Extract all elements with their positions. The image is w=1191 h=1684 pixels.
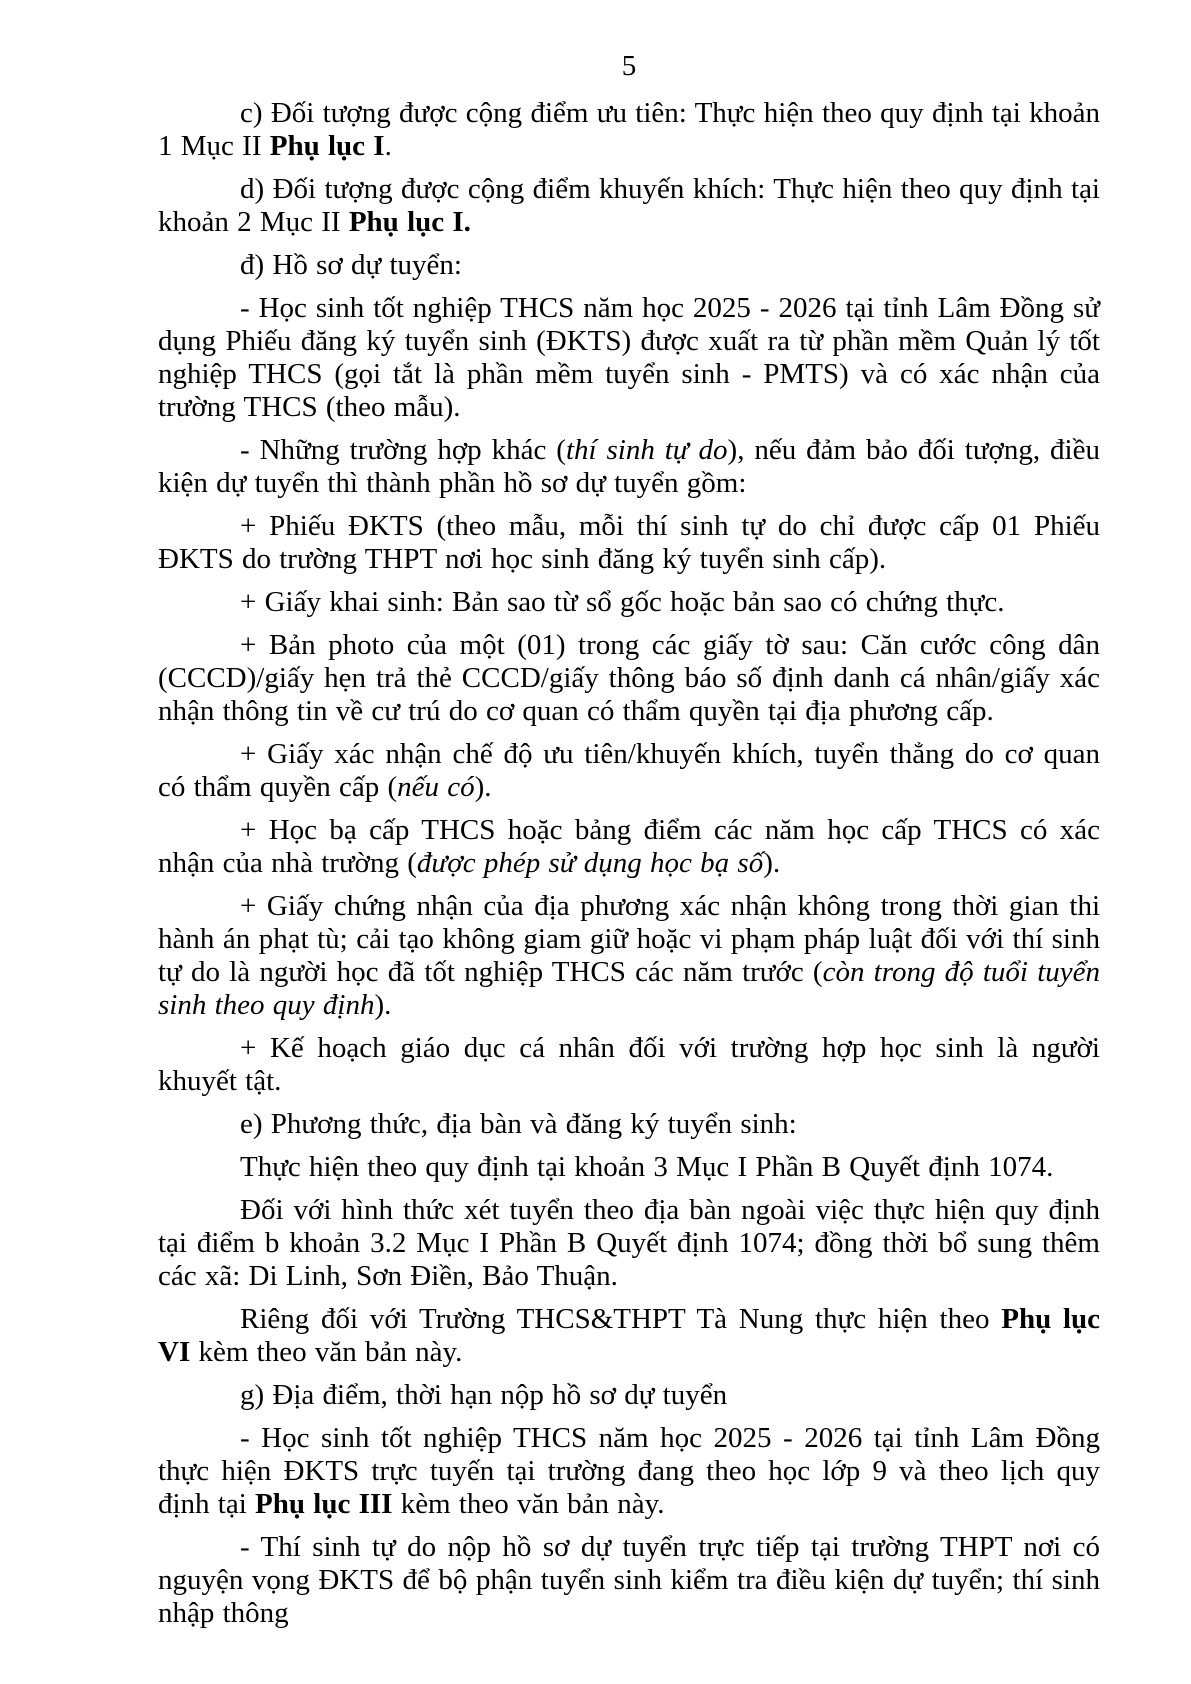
text-run: Thực hiện theo quy định tại khoản 3 Mục I Phần B Quyết định 1074. (240, 1151, 1054, 1183)
text-run: + Kế hoạch giáo dục cá nhân đối với trường hợp học sinh là người khuyết tật. (158, 1032, 1100, 1097)
paragraph (158, 1032, 1100, 1098)
text-run: kèm theo văn bản này. (392, 1488, 665, 1520)
paragraph (158, 1422, 1100, 1521)
text-run: - Học sinh tốt nghiệp THCS năm học 2025 - 2026 tại tỉnh Lâm Đồng thực hiện ĐKTS trực tuyến tại trường đang theo học lớp 9 và theo lịch quy định tại (158, 1422, 1100, 1520)
paragraph (158, 1108, 1100, 1141)
paragraph (158, 738, 1100, 804)
paragraph (158, 434, 1100, 500)
text-run: + Giấy khai sinh: Bản sao từ sổ gốc hoặc bản sao có chứng thực. (240, 586, 1005, 618)
paragraph (158, 814, 1100, 880)
text-run: + Bản photo của một (01) trong các giấy tờ sau: Căn cước công dân (CCCD)/giấy hẹn trả thẻ CCCD/giấy thông báo số định danh cá nhân/giấy xác nhận thông tin về cư trú do cơ quan có thẩm quyền tại địa phương cấp. (158, 629, 1100, 727)
text-run: ), nếu đảm bảo đối tượng, điều kiện dự tuyển thì thành phần hồ sơ dự tuyển gồm: (158, 434, 1100, 499)
bold-text-run: Phụ lục I (269, 130, 385, 162)
paragraph (158, 890, 1100, 1022)
document-body (158, 97, 1100, 1630)
bold-text-run: Phụ lục III (255, 1488, 393, 1520)
text-run: + Học bạ cấp THCS hoặc bảng điểm các năm học cấp THCS có xác nhận của nhà trường ( (158, 814, 1100, 879)
paragraph (158, 586, 1100, 619)
text-run: + Giấy xác nhận chế độ ưu tiên/khuyến khích, tuyển thẳng do cơ quan có thẩm quyền cấp ( (158, 738, 1100, 803)
text-run: đ) Hồ sơ dự tuyển: (240, 249, 462, 281)
italic-text-run: thí sinh tự do (565, 434, 728, 466)
text-run: ). (763, 847, 781, 879)
text-run: . (384, 130, 392, 162)
paragraph (158, 97, 1100, 163)
bold-text-run: Phụ lục I. (348, 206, 471, 238)
text-run: Riêng đối với Trường THCS&THPT Tà Nung thực hiện theo (240, 1303, 1002, 1335)
text-run: d) Đối tượng được cộng điểm khuyến khích: Thực hiện theo quy định tại khoản 2 Mục II (158, 173, 1100, 238)
paragraph (158, 1151, 1100, 1184)
paragraph (158, 1303, 1100, 1369)
text-run: Đối với hình thức xét tuyển theo địa bàn ngoài việc thực hiện quy định tại điểm b khoản 3.2 Mục I Phần B Quyết định 1074; đồng thời bổ sung thêm các xã: Di Linh, Sơn Điền, Bảo Thuận. (158, 1194, 1100, 1292)
text-run: + Giấy chứng nhận của địa phương xác nhận không trong thời gian thi hành án phạt tù; cải tạo không giam giữ hoặc vi phạm pháp luật đối với thí sinh tự do là người học đã tốt nghiệp THCS các năm trước ( (158, 890, 1100, 988)
paragraph (158, 1194, 1100, 1293)
paragraph (158, 1531, 1100, 1630)
text-run: - Thí sinh tự do nộp hồ sơ dự tuyển trực tiếp tại trường THPT nơi có nguyện vọng ĐKTS để bộ phận tuyển sinh kiểm tra điều kiện dự tuyển; thí sinh nhập thông (158, 1531, 1100, 1629)
text-run: ). (374, 989, 392, 1021)
page-number: 5 (621, 50, 637, 82)
text-run: c) Đối tượng được cộng điểm ưu tiên: Thực hiện theo quy định tại khoản 1 Mục II (158, 97, 1100, 162)
italic-text-run: nếu có (397, 771, 475, 803)
paragraph (158, 1379, 1100, 1412)
text-run: ). (474, 771, 492, 803)
italic-text-run: còn trong độ tuổi tuyển sinh theo quy định (158, 956, 1100, 1021)
paragraph (158, 510, 1100, 576)
text-run: + Phiếu ĐKTS (theo mẫu, mỗi thí sinh tự do chỉ được cấp 01 Phiếu ĐKTS do trường THPT nơi học sinh đăng ký tuyển sinh cấp). (158, 510, 1100, 575)
text-run: g) Địa điểm, thời hạn nộp hồ sơ dự tuyển (240, 1379, 728, 1411)
text-run: kèm theo văn bản này. (190, 1336, 463, 1368)
text-run: e) Phương thức, địa bàn và đăng ký tuyển sinh: (240, 1108, 797, 1140)
italic-text-run: được phép sử dụng học bạ số (416, 847, 764, 879)
paragraph (158, 249, 1100, 282)
bold-text-run: Phụ lục VI (158, 1303, 1101, 1368)
paragraph (158, 629, 1100, 728)
text-run: - Những trường hợp khác ( (240, 434, 566, 466)
paragraph (158, 292, 1100, 424)
text-run: - Học sinh tốt nghiệp THCS năm học 2025 - 2026 tại tỉnh Lâm Đồng sử dụng Phiếu đăng ký tuyển sinh (ĐKTS) được xuất ra từ phần mềm Quản lý tốt nghiệp THCS (gọi tắt là phần mềm tuyển sinh - PMTS) và có xác nhận của trường THCS (theo mẫu). (158, 292, 1100, 423)
paragraph (158, 173, 1100, 239)
